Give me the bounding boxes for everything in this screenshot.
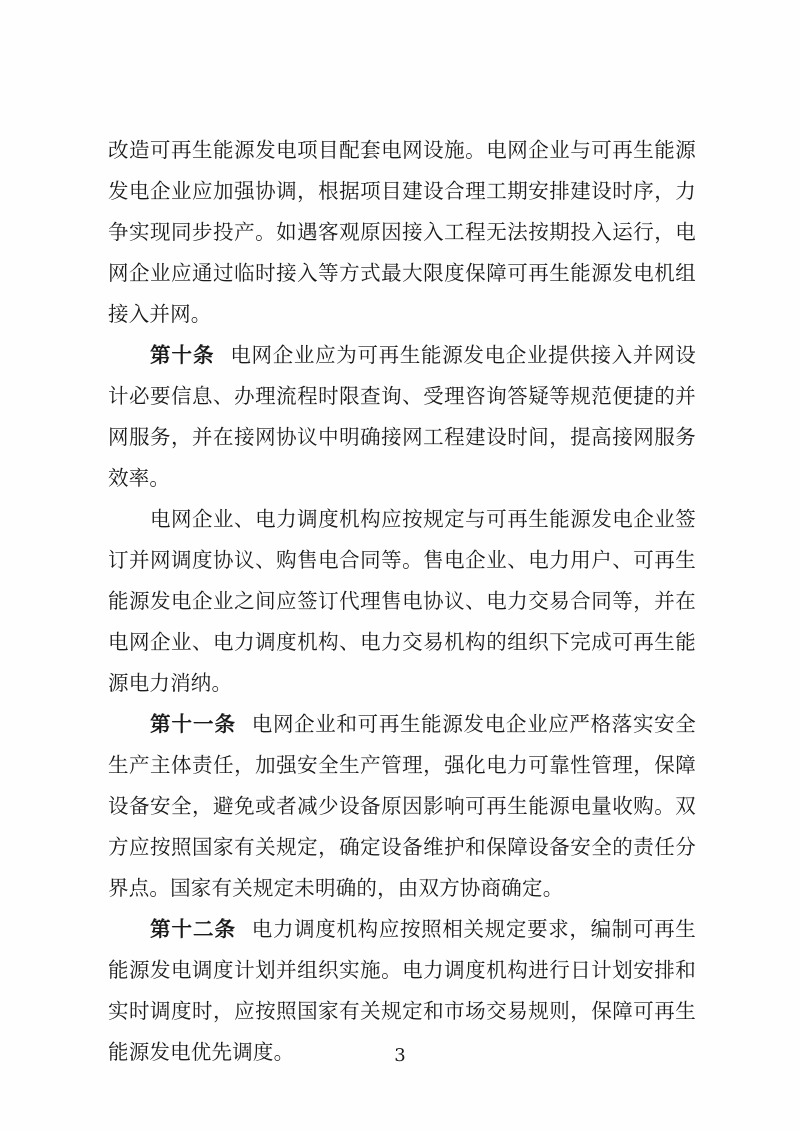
page-number: 3 <box>394 1045 406 1066</box>
paragraph-text: 电网企业、电力调度机构应按规定与可再生能源发电企业签订并网调度协议、购售电合同等。售电企业、电力用户、可再生能源发电企业之间应签订代理售电协议、电力交易合同等，并在电网企业、电力调度机构、电力交易机构的组织下完成可再生能源电力消纳。 <box>108 507 696 695</box>
paragraph-continuation <box>108 130 696 335</box>
paragraph-text: 电力调度机构应按照相关规定要求，编制可再生能源发电调度计划并组织实施。电力调度机构进行日计划安排和实时调度时，应按照国家有关规定和市场交易规则，保障可再生能源发电优先调度。 <box>108 917 696 1064</box>
page-body <box>108 130 696 1073</box>
paragraph-text: 电网企业应为可再生能源发电企业提供接入并网设计必要信息、办理流程时限查询、受理咨询答疑等规范便捷的并网服务，并在接网协议中明确接网工程建设时间，提高接网服务效率。 <box>108 343 696 490</box>
article-heading-12: 第十二条 <box>150 917 236 941</box>
paragraph-article-10 <box>108 335 696 499</box>
paragraph-text: 电网企业和可再生能源发电企业应严格落实安全生产主体责任，加强安全生产管理，强化电力可靠性管理，保障设备安全，避免或者减少设备原因影响可再生能源电量收购。双方应按照国家有关规定，确定设备维护和保障设备安全的责任分界点。国家有关规定未明确的，由双方协商确定。 <box>108 712 696 900</box>
paragraph-article-11 <box>108 704 696 909</box>
article-heading-10: 第十条 <box>150 343 215 367</box>
paragraph-text: 改造可再生能源发电项目配套电网设施。电网企业与可再生能源发电企业应加强协调，根据项目建设合理工期安排建设时序，力争实现同步投产。如遇客观原因接入工程无法按期投入运行，电网企业应通过临时接入等方式最大限度保障可再生能源发电机组接入并网。 <box>108 138 696 326</box>
article-heading-11: 第十一条 <box>150 712 236 736</box>
paragraph-article-10-second <box>108 499 696 704</box>
